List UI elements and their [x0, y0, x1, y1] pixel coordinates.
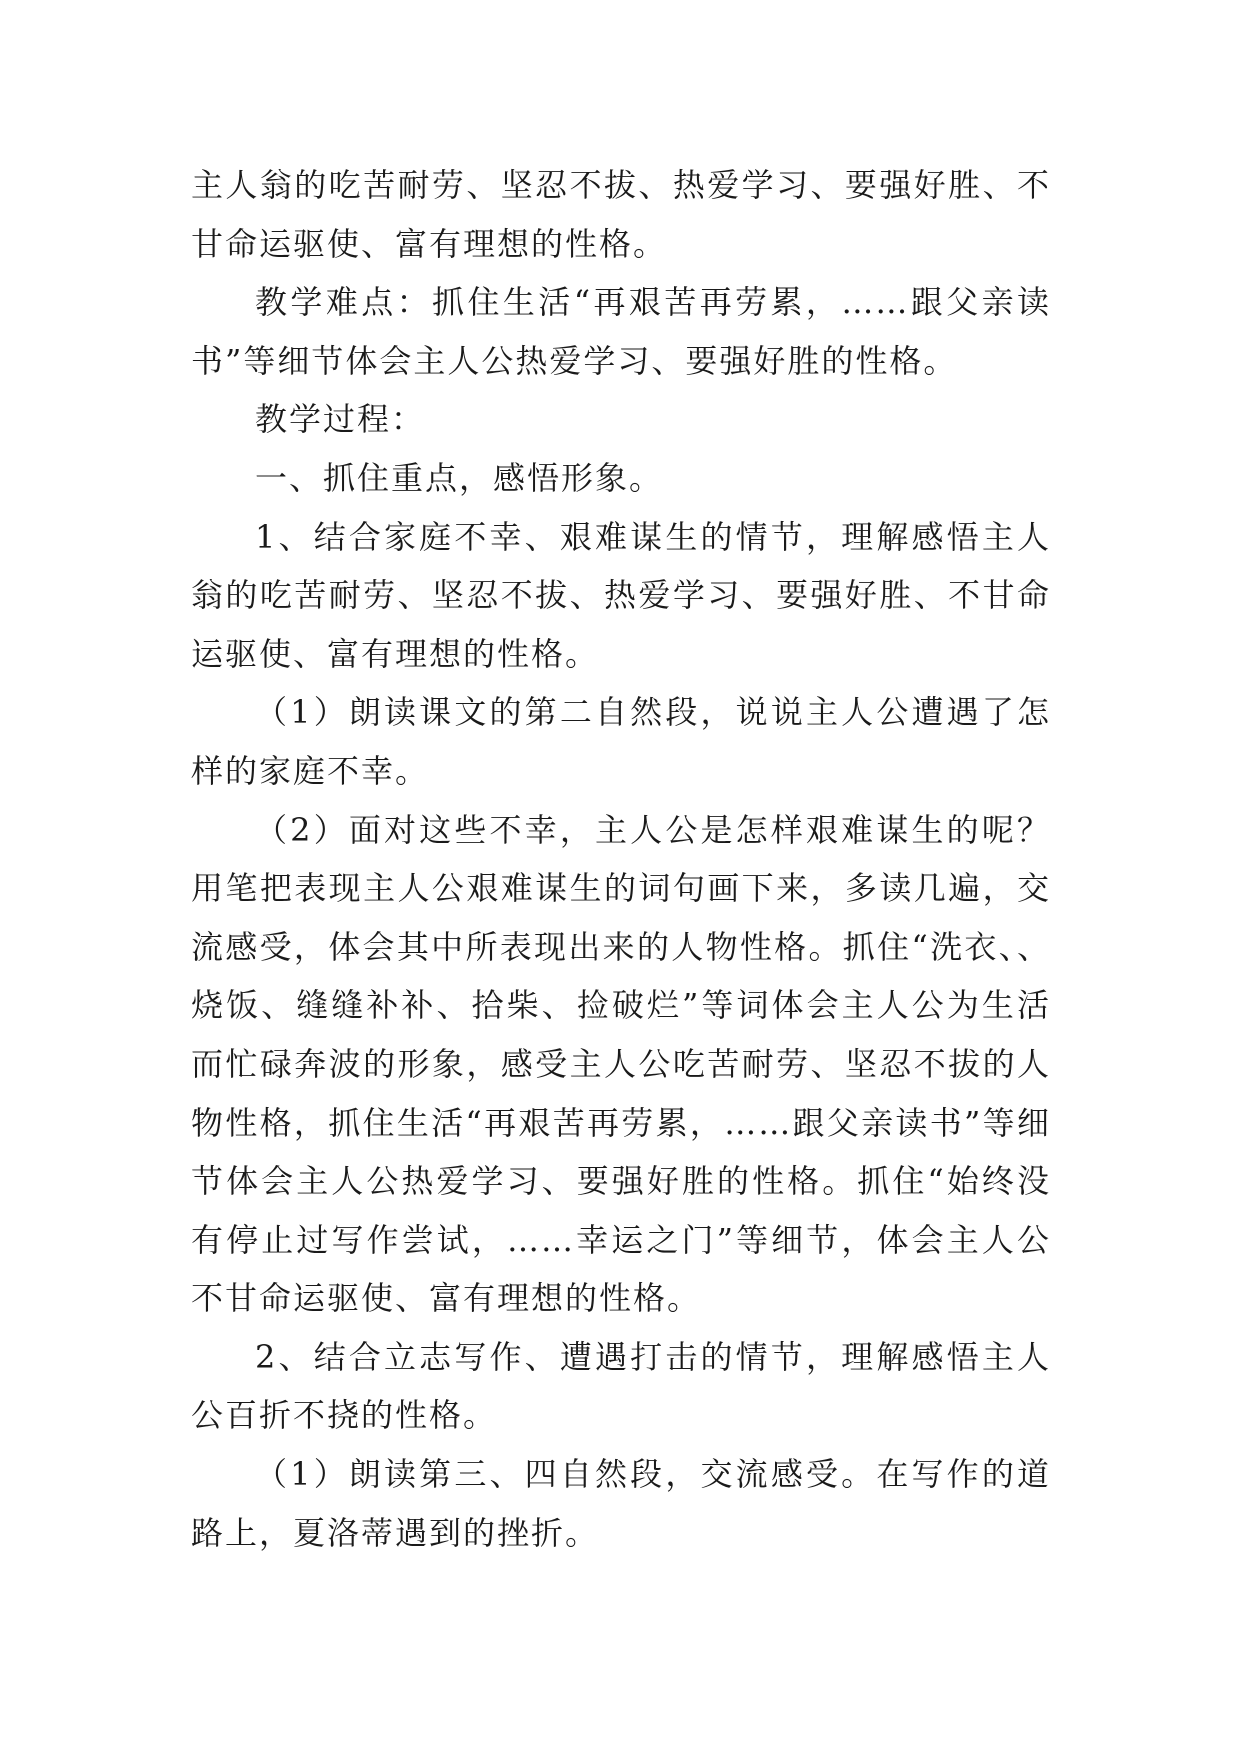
paragraph-point-2-sub-1: （1）朗读第三、四自然段，交流感受。在写作的道路上，夏洛蒂遇到的挫折。: [191, 1455, 1051, 1552]
paragraph-continuation: 主人翁的吃苦耐劳、坚忍不拔、热爱学习、要强好胜、不甘命运驱使、富有理想的性格。: [191, 166, 1051, 263]
paragraph-point-1-sub-1: （1）朗读课文的第二自然段，说说主人公遭遇了怎样的家庭不幸。: [191, 693, 1051, 790]
paragraph-teaching-difficulty: 教学难点：抓住生活“再艰苦再劳累，……跟父亲读书”等细节体会主人公热爱学习、要强好胜的性格。: [191, 283, 1051, 380]
paragraph-section-one-heading: 一、抓住重点，感悟形象。: [255, 458, 664, 497]
paragraph-teaching-process-heading: 教学过程：: [255, 400, 426, 439]
paragraph-point-1: 1、结合家庭不幸、艰难谋生的情节，理解感悟主人翁的吃苦耐劳、坚忍不拔、热爱学习、要强好胜、不甘命运驱使、富有理想的性格。: [191, 517, 1051, 673]
paragraph-point-2: 2、结合立志写作、遭遇打击的情节，理解感悟主人公百折不挠的性格。: [191, 1337, 1051, 1435]
paragraph-point-1-sub-2: （2）面对这些不幸，主人公是怎样艰难谋生的呢？用笔把表现主人公艰难谋生的词句画下来，多读几遍，交流感受，体会其中所表现出来的人物性格。抓住“洗衣、、烧饭、缝缝补补、拾柴、捡破烂”等词体会主人公为生活而忙碌奔波的形象，感受主人公吃苦耐劳、坚忍不拔的人物性格，抓住生活“再艰苦再劳累，……跟父亲读书”等细节体会主人公热爱学习、要强好胜的性格。抓住“始终没有停止过写作尝试，……幸运之门”等细节，体会主人公不甘命运驱使、富有理想的性格。: [191, 810, 1051, 1318]
document-body: [191, 156, 1051, 1562]
